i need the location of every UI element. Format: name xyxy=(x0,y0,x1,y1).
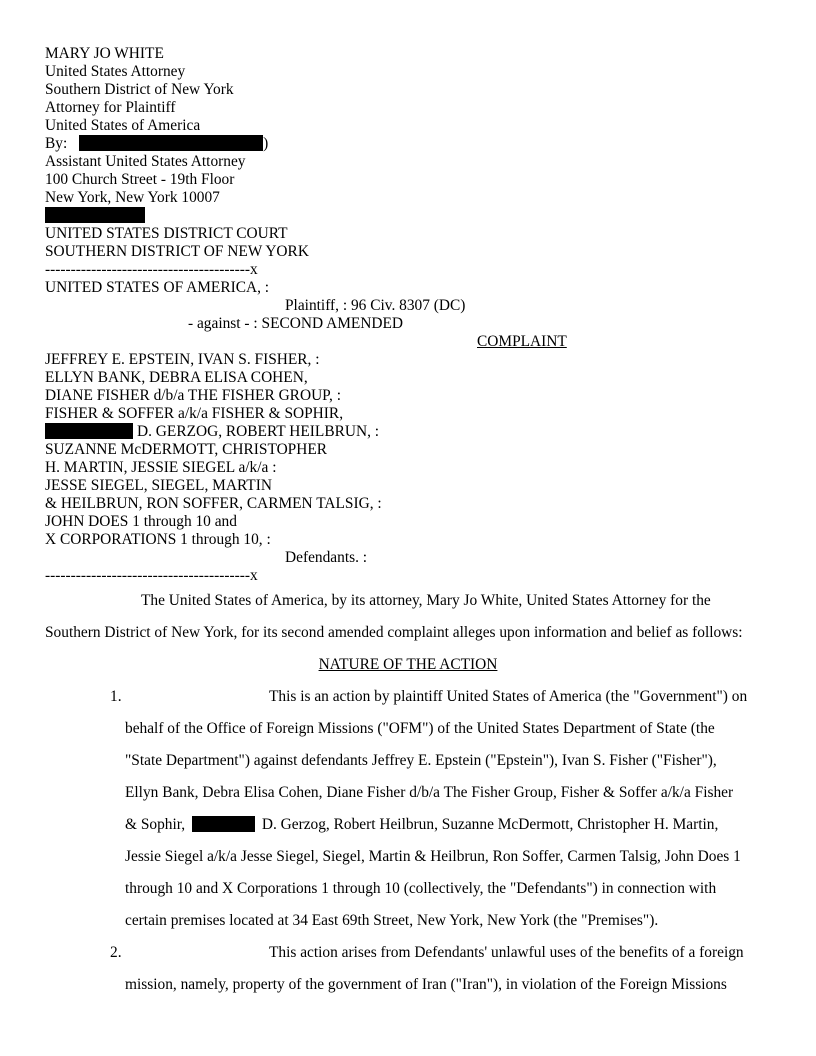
paragraph-number: 2. xyxy=(110,944,122,961)
by-close: ) xyxy=(263,135,269,152)
paragraph-line: "State Department") against defendants Jeffrey E. Epstein ("Epstein"), Ivan S. Fisher ("Fisher"), xyxy=(125,752,717,769)
intro-line: The United States of America, by its attorney, Mary Jo White, United States Attorney for the xyxy=(141,592,711,609)
redacted-phone-line xyxy=(45,207,145,225)
paragraph-line: Jessie Siegel a/k/a Jesse Siegel, Siegel, Martin & Heilbrun, Ron Soffer, Carmen Talsig, John Does 1 xyxy=(125,848,741,865)
paragraph-number: 1. xyxy=(110,688,122,705)
paragraph-first-line: This action arises from Defendants' unlawful uses of the benefits of a foreign xyxy=(269,944,744,961)
attorney-district: Southern District of New York xyxy=(45,81,234,98)
attorney-role: Attorney for Plaintiff xyxy=(45,99,176,116)
caption-defendant-line xyxy=(45,423,379,441)
redaction-box xyxy=(192,816,255,832)
paragraph-line: Ellyn Bank, Debra Elisa Cohen, Diane Fisher d/b/a The Fisher Group, Fisher & Soffer a/k/a Fisher xyxy=(125,784,734,801)
paragraph-line: through 10 and X Corporations 1 through 10 (collectively, the "Defendants") in connection with xyxy=(125,880,717,897)
attorney-title: United States Attorney xyxy=(45,63,186,80)
attorney-client: United States of America xyxy=(45,117,201,134)
attorney-name: MARY JO WHITE xyxy=(45,45,164,62)
address-street: 100 Church Street - 19th Floor xyxy=(45,171,235,188)
paragraph-line: certain premises located at 34 East 69th Street, New York, New York (the "Premises"). xyxy=(125,912,659,929)
intro-line: Southern District of New York, for its second amended complaint alleges upon information and belief as follows: xyxy=(45,624,743,641)
court-name: UNITED STATES DISTRICT COURT xyxy=(45,225,288,242)
caption-defendant-line: DIANE FISHER d/b/a THE FISHER GROUP, : xyxy=(45,387,342,404)
address-city: New York, New York 10007 xyxy=(45,189,220,206)
caption-defendant-line: H. MARTIN, JESSIE SIEGEL a/k/a : xyxy=(45,459,277,476)
caption-defendant-line: ELLYN BANK, DEBRA ELISA COHEN, xyxy=(45,369,308,386)
paragraph-line: behalf of the Office of Foreign Missions ("OFM") of the United States Department of State (the xyxy=(125,720,715,737)
caption-defendant-line: JEFFREY E. EPSTEIN, IVAN S. FISHER, : xyxy=(45,351,320,368)
sophir-before: & Sophir, xyxy=(125,816,186,833)
caption-defendant-line: JOHN DOES 1 through 10 and xyxy=(45,513,237,530)
paragraph-line xyxy=(125,816,718,834)
caption-gerzog: D. GERZOG, ROBERT HEILBRUN, : xyxy=(137,423,380,440)
court-district: SOUTHERN DISTRICT OF NEW YORK xyxy=(45,243,309,260)
caption-complaint-label: COMPLAINT xyxy=(477,333,567,350)
caption-defendant-line: SUZANNE McDERMOTT, CHRISTOPHER xyxy=(45,441,328,458)
caption-defendants-role: Defendants. : xyxy=(285,549,368,566)
redaction-box xyxy=(45,423,133,439)
caption-plaintiff-role: Plaintiff, : 96 Civ. 8307 (DC) xyxy=(285,297,466,314)
caption-plaintiff: UNITED STATES OF AMERICA, : xyxy=(45,279,270,296)
caption-defendant-line: FISHER & SOFFER a/k/a FISHER & SOPHIR, xyxy=(45,405,344,422)
section-heading: NATURE OF THE ACTION xyxy=(318,656,498,673)
by-line xyxy=(45,135,268,153)
paragraph-line: mission, namely, property of the government of Iran ("Iran"), in violation of the Foreign Missions xyxy=(125,976,727,993)
assistant-title: Assistant United States Attorney xyxy=(45,153,246,170)
paragraph-first-line: This is an action by plaintiff United States of America (the "Government") on xyxy=(269,688,748,705)
caption-divider-top: ----------------------------------------x xyxy=(45,261,258,278)
caption-defendant-line: JESSE SIEGEL, SIEGEL, MARTIN xyxy=(45,477,272,494)
redaction-box xyxy=(45,207,145,223)
by-label: By: xyxy=(45,135,68,152)
caption-defendant-line: & HEILBRUN, RON SOFFER, CARMEN TALSIG, : xyxy=(45,495,382,512)
caption-divider-bottom: ----------------------------------------x xyxy=(45,567,258,584)
caption-defendant-line: X CORPORATIONS 1 through 10, : xyxy=(45,531,271,548)
caption-against: - against - : SECOND AMENDED xyxy=(188,315,404,332)
redaction-box xyxy=(79,135,263,151)
sophir-after: D. Gerzog, Robert Heilbrun, Suzanne McDermott, Christopher H. Martin, xyxy=(261,816,719,833)
